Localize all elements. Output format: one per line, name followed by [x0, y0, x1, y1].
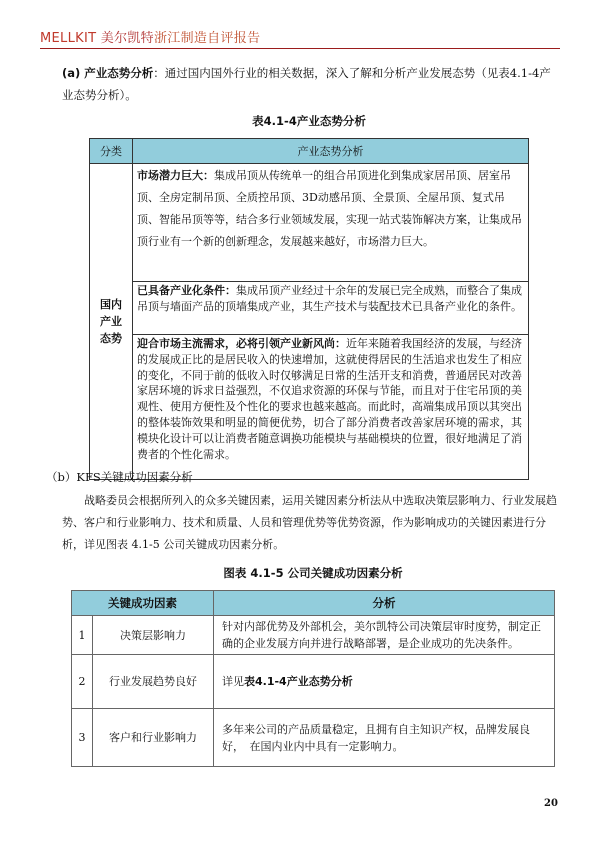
row-text: 近年来随着我国经济的发展，与经济的发展成正比的是居民收入的快速增加，这就使得居民的生活追求也发生了相应的变化，不同于前的低收入时仅够满足日常的生活开支和消费，普通居民对改善家居环境的诉求日益强烈，不仅追求资源的环保与节能，而且对于住宅吊顶的美观性、使用方便性及个性化的要求也越来越高。而此时，高端集成吊顶以其突出的整体装饰效果和明显的简便优势，切合了部分消费者改善家居环境的需求，其模块化设计可以让消费者随意调换功能模块与基础模块的位置，很好地满足了消费者的个性化需求。 — [137, 337, 522, 461]
column-header-analysis: 分析 — [214, 591, 555, 616]
row-title: 迎合市场主流需求，必将引领产业新风尚： — [137, 337, 346, 350]
analysis-bold-text: 表4.1-4产业态势分析 — [244, 675, 353, 688]
page-number: 20 — [544, 798, 558, 809]
table-row — [72, 616, 555, 655]
row-title: 市场潜力巨大： — [137, 169, 214, 182]
table1-caption: 表4.1-4产业态势分析 — [252, 114, 366, 128]
table-header-row — [90, 139, 529, 164]
document-title: 浙江制造自评报告 — [153, 31, 261, 46]
analysis-cell — [133, 164, 529, 282]
row-number: 3 — [72, 709, 93, 767]
table2-caption: 图表 4.1-5 公司关键成功因素分析 — [223, 566, 403, 580]
table-row — [72, 709, 555, 767]
category-cell — [90, 164, 133, 480]
factor-cell: 行业发展趋势良好 — [93, 655, 214, 709]
row-text: 集成吊顶从传统单一的组合吊顶进化到集成家居吊顶、居室吊顶、全房定制吊顶、全质控吊顶、3D动感吊顶、全景顶、全屋吊顶、复式吊顶、智能吊顶等等，结合多行业领域发展，实现一站式装饰解决方案，让集成吊顶行业有一个新的创新理念，发展越来越好，市场潜力巨大。 — [137, 169, 522, 248]
analysis-cell — [214, 655, 555, 709]
section-a-text: ：通过国内国外行业的相关数据，深入了解和分析产业发展态势（见表4.1-4产业态势分析）。 — [62, 66, 551, 102]
analysis-text: 详见 — [222, 675, 244, 688]
brand-name-cn: 美尔凯特 — [100, 31, 154, 46]
analysis-text: 多年来公司的产品质量稳定，且拥有自主知识产权，品牌发展良好， 在国内业内中具有一定影响力。 — [222, 722, 530, 753]
row-title: 已具备产业化条件： — [137, 284, 236, 297]
table-row — [90, 282, 529, 335]
header-brand — [40, 27, 260, 46]
row-number: 2 — [72, 655, 93, 709]
table-row — [72, 655, 555, 709]
page-header — [40, 24, 560, 49]
analysis-cell — [214, 616, 555, 655]
table-row — [90, 164, 529, 282]
analysis-text: 针对内部优势及外部机会，美尔凯特公司决策层审时度势，制定正确的企业发展方向并进行战略部署，是企业成功的先决条件。 — [222, 620, 541, 650]
column-header-factor: 关键成功因素 — [72, 591, 214, 616]
column-header-analysis: 产业态势分析 — [133, 139, 529, 164]
analysis-cell — [133, 335, 529, 480]
industry-trend-table — [89, 138, 529, 480]
factor-cell: 客户和行业影响力 — [93, 709, 214, 767]
key-success-factor-table — [71, 590, 555, 767]
table-header-row — [72, 591, 555, 616]
column-header-category: 分类 — [90, 139, 133, 164]
category-label: 国内产业态势 — [100, 298, 122, 345]
analysis-cell — [214, 709, 555, 767]
factor-cell: 决策层影响力 — [93, 616, 214, 655]
section-b-paragraph: 战略委员会根据所列入的众多关键因素，运用关键因素分析法从中选取决策层影响力、行业发展趋势、客户和行业影响力、技术和质量、人员和管理优势等优势资源，作为影响成功的关键因素进行分析，详见图表 4.1-5 公司关键成功因素分析。 — [62, 494, 557, 551]
section-b-title: （b）KFS关键成功因素分析 — [46, 470, 193, 484]
row-text: 集成吊顶产业经过十余年的发展已完全成熟，而整合了集成吊顶与墙面产品的顶墙集成产业，其生产技术与装配技术已具备产业化的条件。 — [137, 284, 522, 313]
brand-name-en: MELLKIT — [40, 31, 97, 46]
section-a-paragraph — [62, 62, 562, 106]
table-row — [90, 335, 529, 480]
analysis-cell — [133, 282, 529, 335]
section-a-label: (a) 产业态势分析 — [62, 66, 154, 80]
row-number: 1 — [72, 616, 93, 655]
